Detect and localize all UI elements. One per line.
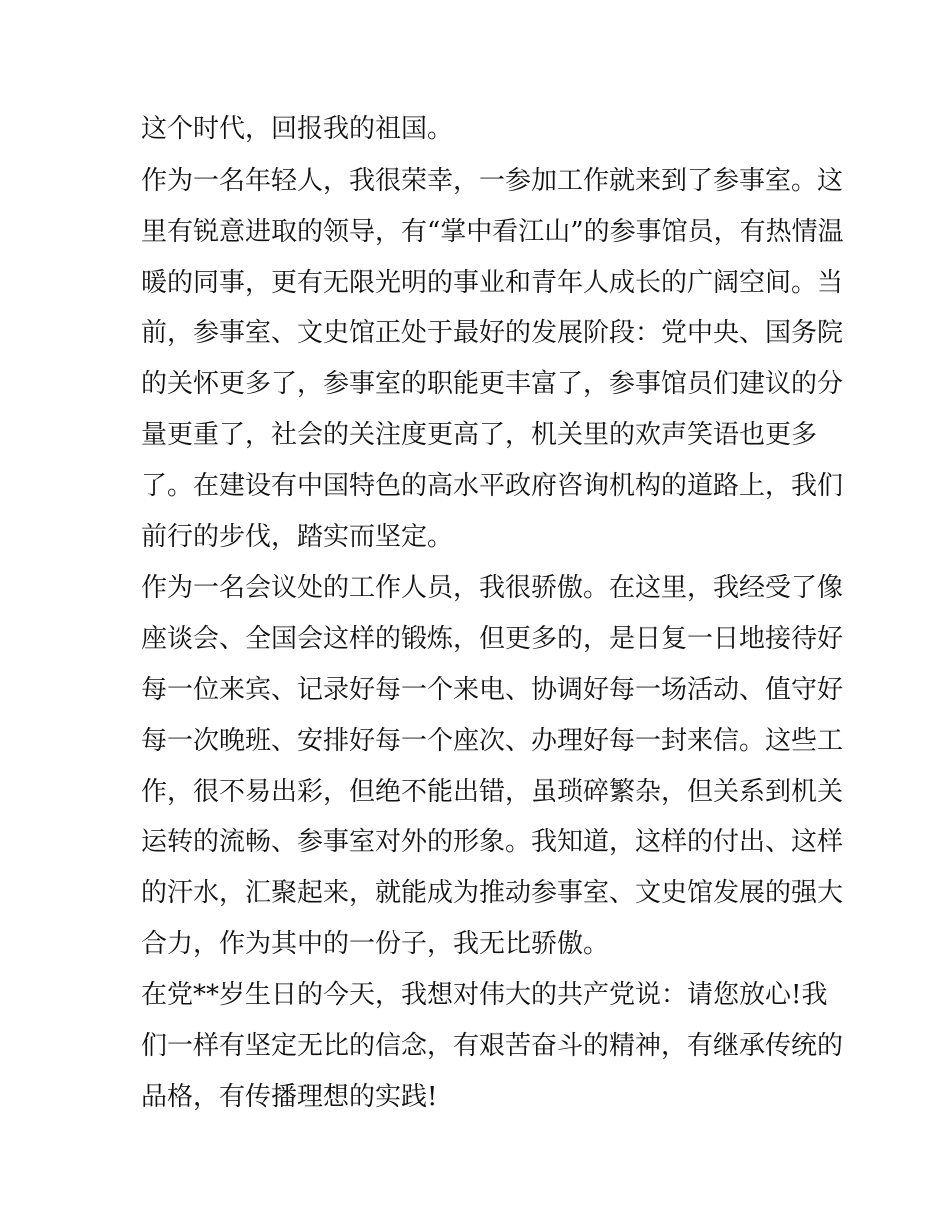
text-line: 运转的流畅、参事室对外的形象。我知道，这样的付出、这样 [141, 827, 844, 857]
text-line: 暖的同事，更有无限光明的事业和青年人成长的广阔空间。当 [141, 268, 844, 298]
text-line: 了。在建设有中国特色的高水平政府咨询机构的道路上，我们 [141, 471, 844, 501]
text-line: 里有锐意进取的领导，有“掌中看江山”的参事馆员，有热情温 [141, 217, 844, 247]
text-line: 在党**岁生日的今天，我想对伟大的共产党说：请您放心!我 [141, 980, 828, 1010]
text-line: 的汗水，汇聚起来，就能成为推动参事室、文史馆发展的强大 [141, 878, 844, 908]
text-line: 的关怀更多了，参事室的职能更丰富了，参事馆员们建议的分 [141, 369, 844, 399]
text-line: 前，参事室、文史馆正处于最好的发展阶段：党中央、国务院 [141, 318, 844, 348]
text-line: 品格，有传播理想的实践! [141, 1082, 438, 1112]
text-line: 们一样有坚定无比的信念，有艰苦奋斗的精神，有继承传统的 [141, 1031, 844, 1061]
text-line: 每一次晚班、安排好每一个座次、办理好每一封来信。这些工 [141, 726, 844, 756]
text-line: 每一位来宾、记录好每一个来电、协调好每一场活动、值守好 [141, 675, 844, 705]
text-line: 作为一名年轻人，我很荣幸，一参加工作就来到了参事室。这 [141, 166, 844, 196]
text-line: 量更重了，社会的关注度更高了，机关里的欢声笑语也更多 [141, 420, 818, 450]
text-line: 合力，作为其中的一份子，我无比骄傲。 [141, 929, 610, 959]
text-line: 座谈会、全国会这样的锻炼，但更多的，是日复一日地接待好 [141, 624, 844, 654]
text-line: 这个时代，回报我的祖国。 [141, 114, 454, 144]
text-line: 前行的步伐，踏实而坚定。 [141, 522, 454, 552]
text-line: 作，很不易出彩，但绝不能出错，虽琐碎繁杂，但关系到机关 [141, 777, 844, 807]
text-line: 作为一名会议处的工作人员，我很骄傲。在这里，我经受了像 [141, 573, 844, 603]
